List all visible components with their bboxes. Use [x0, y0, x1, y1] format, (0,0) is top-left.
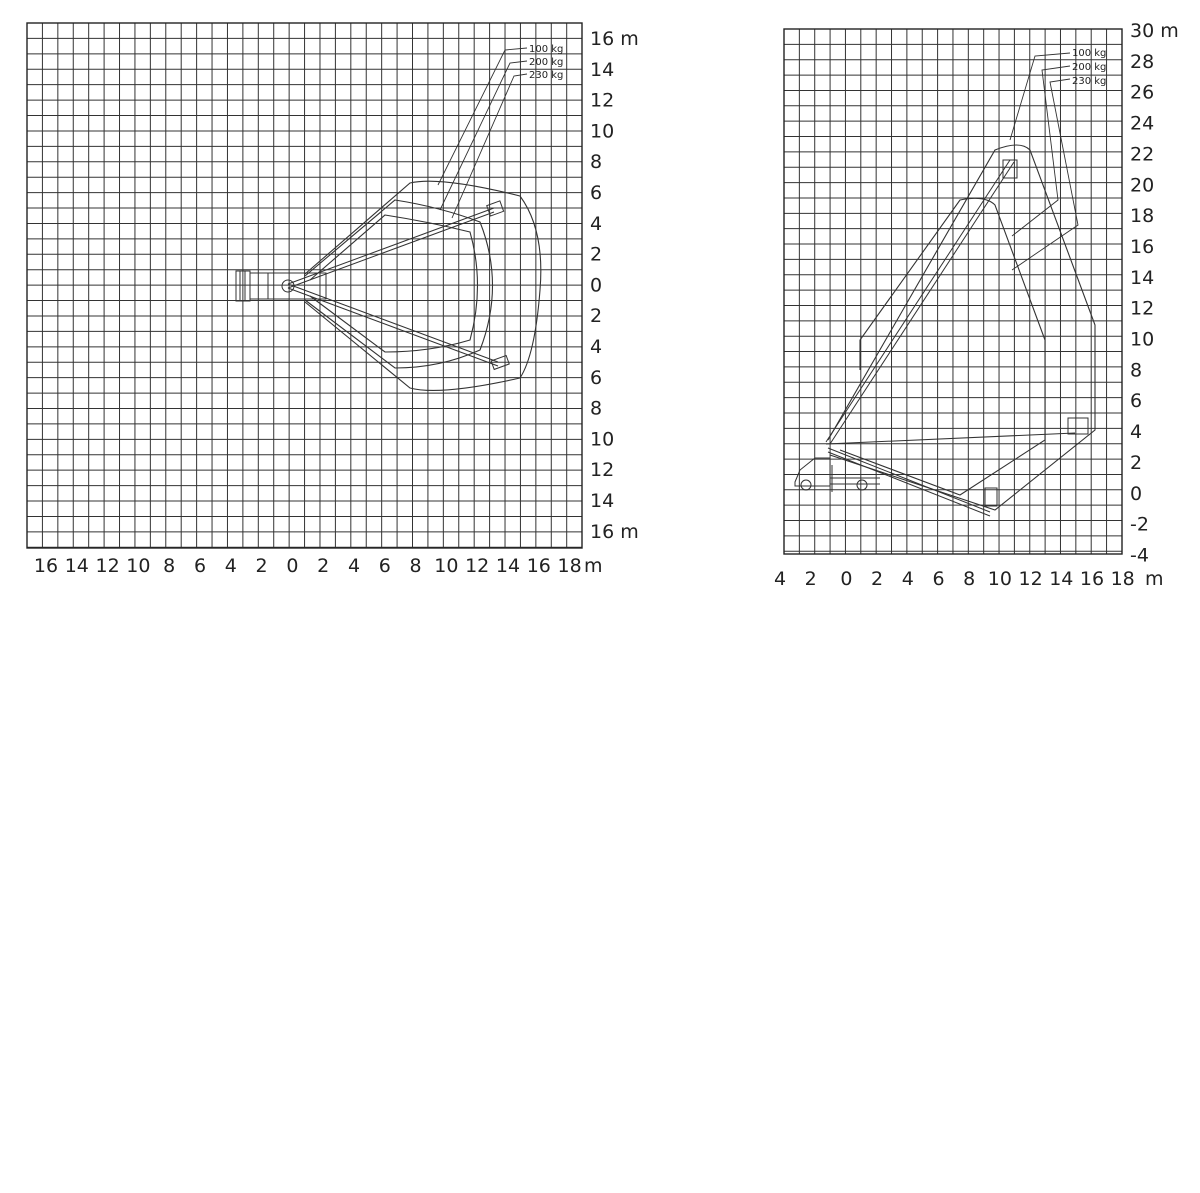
tick-label: 22	[1130, 143, 1155, 166]
top-view-capacity-label-2: 200 kg	[529, 57, 564, 68]
tick-label: 10	[590, 428, 615, 451]
tick-label: 28	[1130, 50, 1155, 73]
tick-label: 16	[33, 555, 59, 577]
tick-label: 16	[526, 555, 551, 577]
tick-label: 16 m	[590, 28, 639, 50]
tick-label: 2	[1130, 451, 1143, 474]
tick-label: 2	[590, 243, 603, 266]
tick-label: 8	[590, 397, 603, 420]
side-view-capacity-leaders	[1010, 53, 1078, 270]
tick-label: 14	[590, 58, 615, 81]
side-view-y-tick-labels	[1130, 20, 1179, 566]
tick-label: 4	[224, 555, 237, 577]
tick-label: 8	[409, 555, 422, 577]
tick-label: -2	[1130, 513, 1149, 536]
tick-label: 18	[557, 555, 582, 577]
side-view-x-tick-labels	[774, 568, 1164, 590]
truck-body-top	[250, 273, 326, 299]
tick-label: 16	[1079, 568, 1105, 590]
side-view-reach-envelope	[828, 145, 1095, 510]
tick-label: 4	[590, 212, 603, 235]
tick-label: 0	[1130, 482, 1143, 505]
tick-label: 14	[590, 490, 615, 512]
tick-label: 10	[434, 555, 459, 577]
tick-label: 12	[590, 459, 615, 482]
tick-label: 4	[590, 336, 603, 358]
side-view-capacity-label-2: 200 kg	[1072, 62, 1107, 73]
tick-label: 4	[347, 555, 361, 577]
x-axis-unit: m	[1145, 568, 1164, 590]
side-view-basket-right	[1068, 418, 1088, 434]
side-view-diagram	[774, 20, 1179, 590]
top-view-capacity-label-1: 100 kg	[529, 44, 564, 55]
tick-label: 8	[163, 555, 176, 577]
tick-label: 2	[255, 555, 268, 577]
truck-front-wheel	[801, 480, 811, 490]
side-view-grid	[784, 29, 1122, 554]
side-view-basket-bottom	[985, 488, 997, 506]
tick-label: 8	[1130, 359, 1143, 382]
x-axis-unit: m	[584, 555, 603, 577]
tick-label: 12	[95, 555, 120, 577]
top-view-x-tick-labels	[34, 555, 603, 577]
truck-cab-side	[795, 458, 830, 486]
truck-rear-wheel	[857, 480, 867, 490]
tick-label: 6	[1130, 390, 1143, 413]
tick-label: 26	[1130, 81, 1155, 104]
tick-label: 12	[590, 89, 615, 112]
top-view-mid-envelope	[305, 200, 493, 368]
tick-label: 18	[1130, 205, 1155, 228]
tick-label: 10	[590, 120, 615, 143]
tick-label: 0	[590, 274, 603, 297]
tick-label: 0	[286, 555, 299, 577]
tick-label: 14	[495, 555, 521, 577]
tick-label: 6	[590, 366, 603, 389]
tick-label: -4	[1130, 544, 1149, 567]
tick-label: 8	[963, 568, 976, 590]
tick-label: 12	[1130, 297, 1155, 320]
tick-label: 6	[378, 555, 391, 577]
top-view-capacity-label-3: 230 kg	[529, 70, 564, 81]
tick-label: 10	[987, 568, 1012, 590]
tick-label: 10	[1130, 328, 1155, 351]
tick-label: 6	[590, 182, 603, 204]
tick-label: 2	[804, 568, 817, 590]
tick-label: 12	[1018, 568, 1043, 590]
tick-label: 4	[1130, 421, 1143, 444]
tick-label: 2	[871, 568, 884, 590]
tick-label: 14	[64, 555, 89, 577]
tick-label: 10	[126, 555, 151, 577]
tick-label: 12	[465, 555, 490, 577]
tick-label: 30 m	[1130, 20, 1179, 42]
top-view-diagram	[27, 23, 639, 577]
tick-label: 4	[901, 568, 914, 590]
tick-label: 20	[1130, 174, 1155, 197]
side-view-capacity-label-3: 230 kg	[1072, 76, 1107, 87]
top-view-y-tick-labels	[590, 28, 639, 543]
tick-label: 4	[773, 568, 787, 590]
tick-label: 8	[590, 151, 603, 174]
tick-label: 6	[932, 568, 945, 590]
side-view-capacity-label-1: 100 kg	[1072, 48, 1107, 59]
tick-label: 6	[193, 555, 207, 577]
tick-label: 14	[1130, 266, 1155, 289]
tick-label: 16	[1130, 235, 1155, 258]
tick-label: 14	[1049, 568, 1074, 590]
tick-label: 2	[317, 555, 330, 577]
tick-label: 2	[590, 305, 603, 328]
tick-label: 18	[1110, 568, 1135, 590]
tick-label: 0	[840, 568, 853, 590]
tick-label: 16 m	[590, 520, 639, 543]
top-view-grid	[27, 23, 582, 548]
tick-label: 24	[1130, 112, 1155, 135]
top-view-truck	[236, 271, 326, 301]
